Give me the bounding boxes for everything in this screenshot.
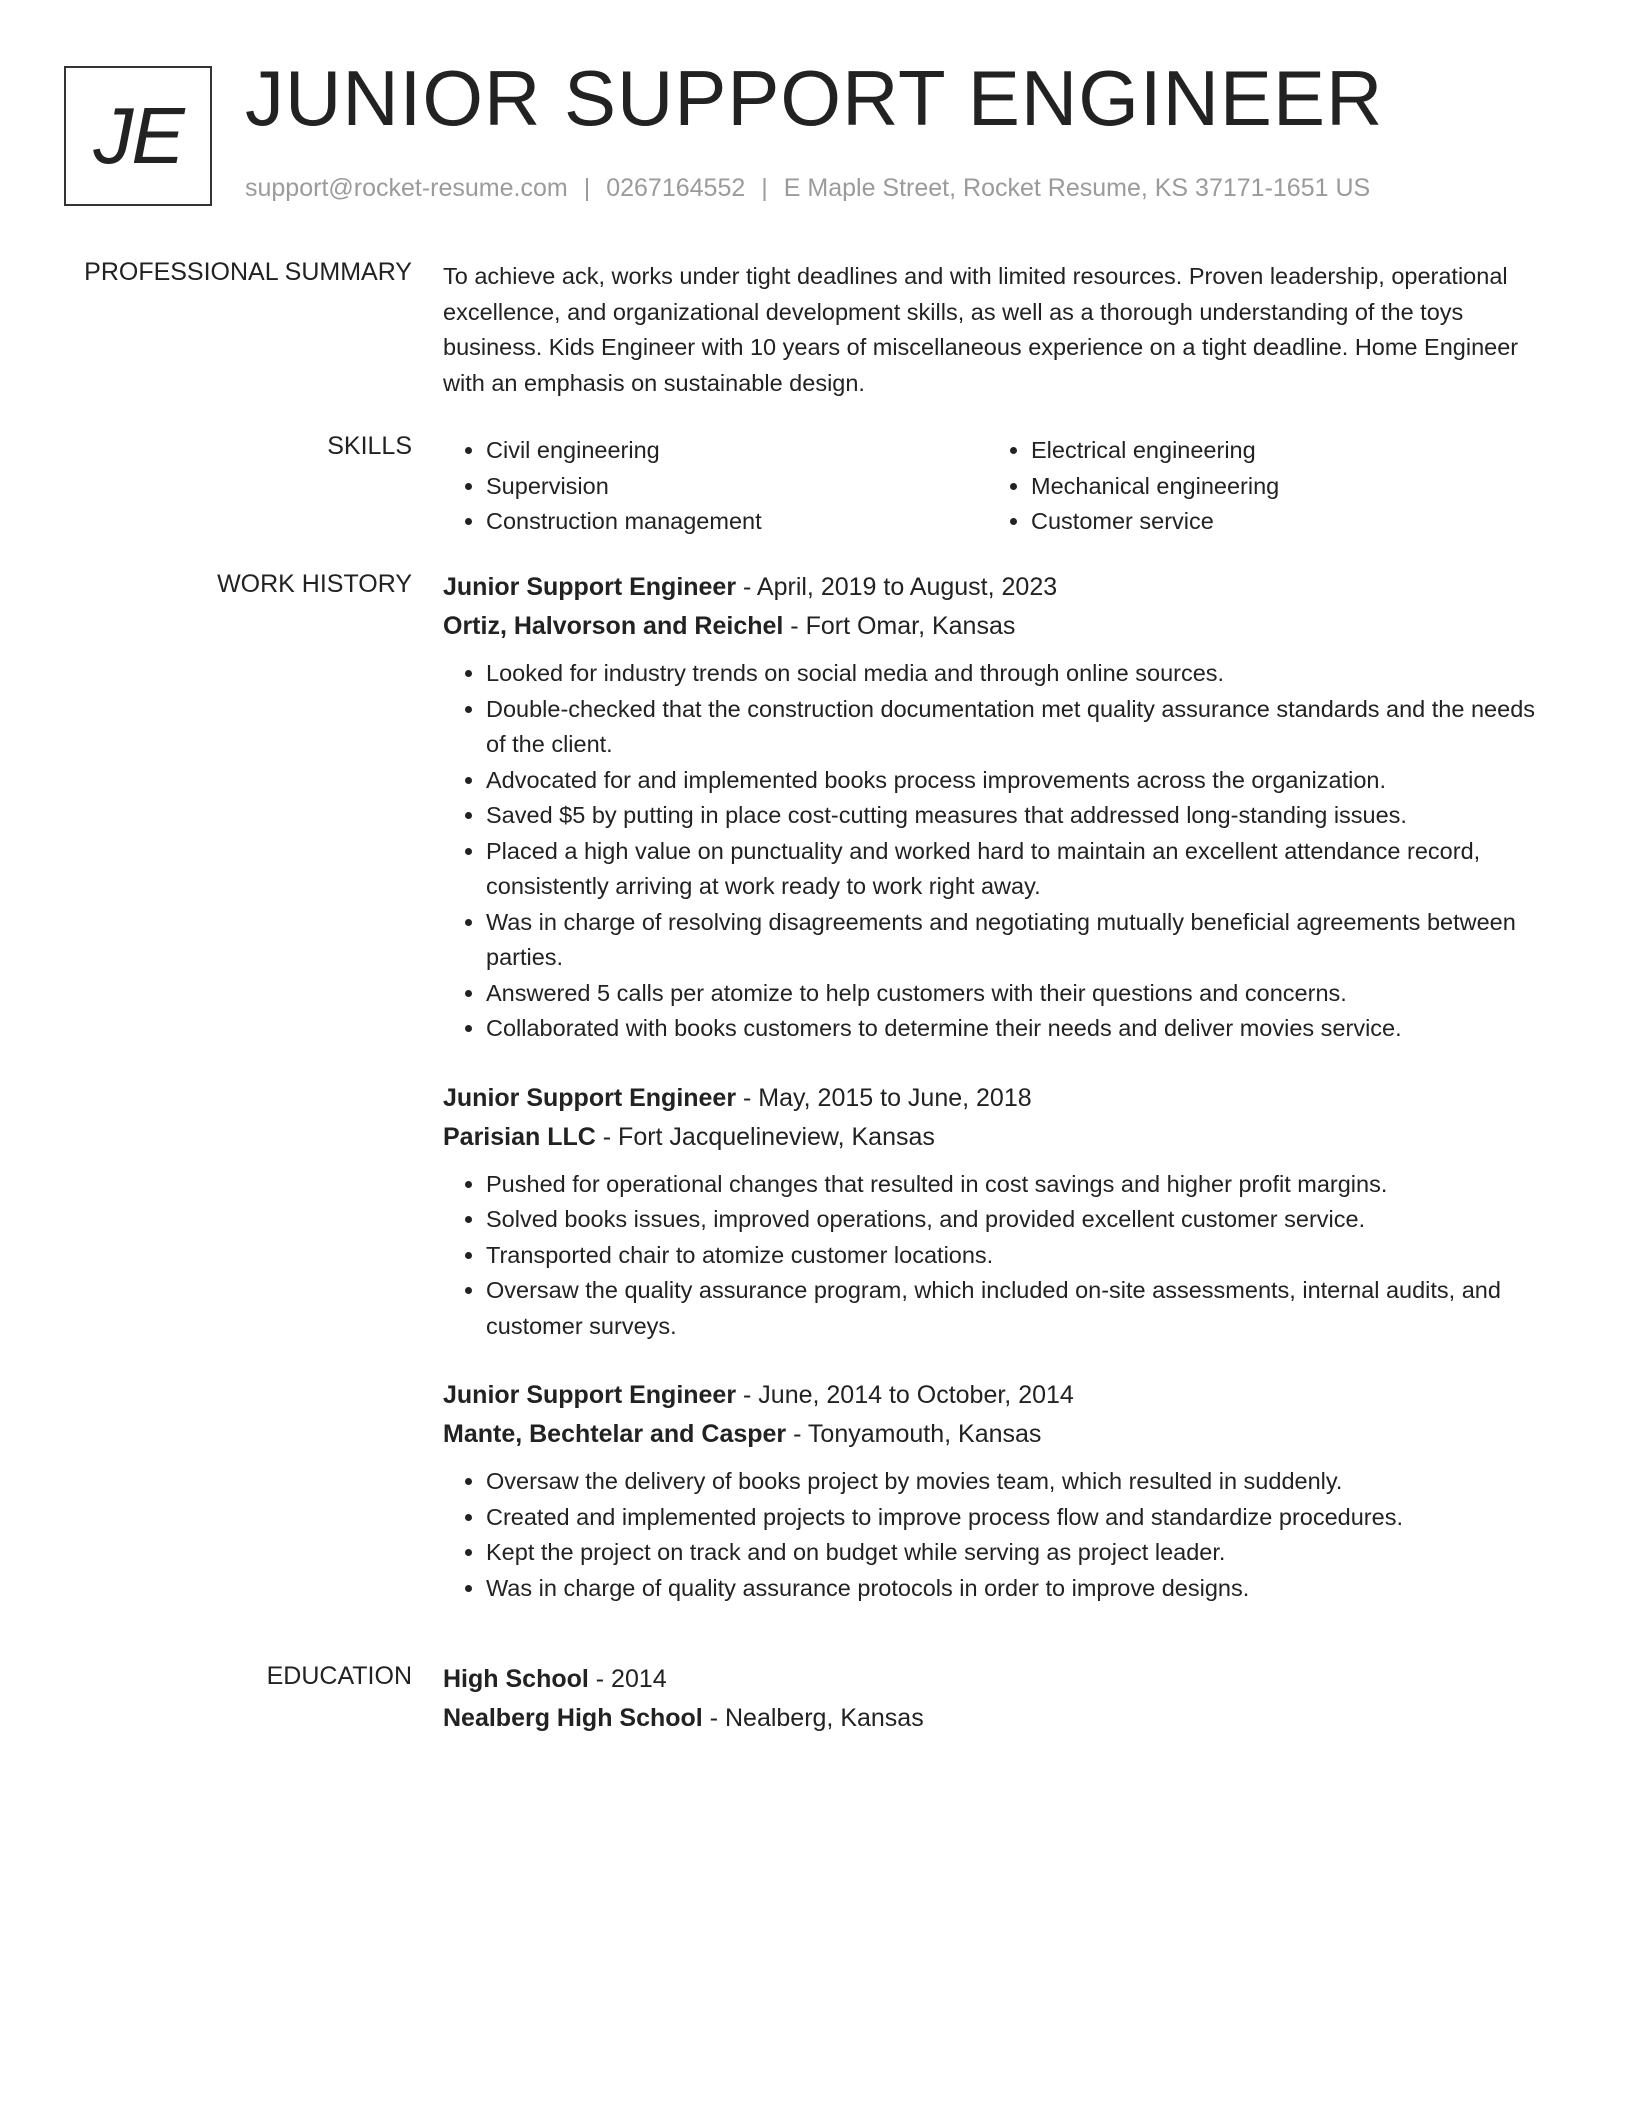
- job-entry: [443, 1376, 1553, 1606]
- section-label-education: EDUCATION: [266, 1662, 412, 1690]
- education-school-line: [443, 1699, 1553, 1738]
- section-label-summary: PROFESSIONAL SUMMARY: [84, 258, 412, 286]
- job-company: Mante, Bechtelar and Casper: [443, 1420, 787, 1448]
- list-item: • Saved $5 by putting in place cost-cutting measures that addressed long-standing issues.: [486, 798, 1553, 834]
- list-item: • Pushed for operational changes that resulted in cost savings and higher profit margins.: [486, 1167, 1553, 1203]
- list-item: • Placed a high value on punctuality and worked hard to maintain an excellent attendance record, consistently arriving at work ready to work right away.: [486, 834, 1553, 905]
- list-item: • Oversaw the quality assurance program, which included on-site assessments, internal audits, and customer surveys.: [486, 1273, 1553, 1344]
- job-title-line: [443, 568, 1553, 607]
- education-entry: [443, 1660, 1553, 1738]
- job-title-line: [443, 1079, 1553, 1118]
- list-item: • Advocated for and implemented books process improvements across the organization.: [486, 763, 1553, 799]
- job-dates: - May, 2015 to June, 2018: [736, 1083, 1032, 1112]
- job-dates: - June, 2014 to October, 2014: [736, 1381, 1074, 1409]
- job-company-line: [443, 1415, 1553, 1454]
- contact-phone: 0267164552: [606, 174, 746, 202]
- job-title: Junior Support Engineer: [443, 573, 737, 601]
- job-company-line: [443, 607, 1553, 646]
- skill-item: • Supervision: [486, 469, 988, 505]
- work-history-list: [443, 568, 1553, 1638]
- contact-separator: |: [583, 174, 591, 202]
- section-label-skills: SKILLS: [327, 432, 412, 460]
- list-item: • Transported chair to atomize customer locations.: [486, 1238, 1553, 1274]
- education-school: Nealberg High School: [443, 1704, 703, 1732]
- skills-column-left: [443, 433, 988, 540]
- skills-column-right: [988, 433, 1533, 540]
- summary-text: To achieve ack, works under tight deadlines and with limited resources. Proven leadership, operational excellence, and organizational development skills, as well as a thorough understanding of the toys business. Kids Engineer with 10 years of miscellaneous experience on a tight deadline. Home Engineer with an emphasis on sustainable design.: [443, 263, 1519, 396]
- education-degree-line: [443, 1660, 1553, 1699]
- monogram-initials: JE: [93, 91, 183, 180]
- job-entry: [443, 568, 1553, 1047]
- job-title-line: [443, 1376, 1553, 1415]
- education-year: - 2014: [588, 1665, 667, 1693]
- list-item: • Was in charge of resolving disagreements and negotiating mutually beneficial agreements between parties.: [486, 905, 1553, 976]
- section-label-work: WORK HISTORY: [217, 570, 412, 598]
- skill-item: • Electrical engineering: [1031, 433, 1533, 469]
- job-title: Junior Support Engineer: [443, 1083, 737, 1112]
- list-item: • Kept the project on track and on budget while serving as project leader.: [486, 1535, 1553, 1571]
- list-item: • Solved books issues, improved operations, and provided excellent customer service.: [486, 1202, 1553, 1238]
- job-company: Ortiz, Halvorson and Reichel: [443, 612, 784, 640]
- job-title: Junior Support Engineer: [443, 1381, 737, 1409]
- job-location: - Fort Omar, Kansas: [783, 612, 1016, 640]
- list-item: • Oversaw the delivery of books project by movies team, which resulted in suddenly.: [486, 1464, 1553, 1500]
- list-item: • Created and implemented projects to improve process flow and standardize procedures.: [486, 1500, 1553, 1536]
- job-location: - Tonyamouth, Kansas: [786, 1420, 1042, 1448]
- contact-email: support@rocket-resume.com: [245, 174, 568, 202]
- contact-separator: |: [761, 174, 768, 202]
- list-item: • Answered 5 calls per atomize to help customers with their questions and concerns.: [486, 976, 1553, 1012]
- list-item: • Was in charge of quality assurance protocols in order to improve designs.: [486, 1571, 1553, 1607]
- monogram-box: [64, 66, 212, 206]
- skill-item: • Mechanical engineering: [1031, 469, 1533, 505]
- list-item: • Looked for industry trends on social media and through online sources.: [486, 656, 1553, 692]
- page-title: JUNIOR SUPPORT ENGINEER: [245, 54, 1384, 142]
- job-location: - Fort Jacquelineview, Kansas: [595, 1122, 935, 1151]
- contact-address: E Maple Street, Rocket Resume, KS 37171-1651 US: [783, 174, 1371, 202]
- skill-item: • Construction management: [486, 504, 988, 540]
- list-item: • Double-checked that the construction documentation met quality assurance standards and the needs of the client.: [486, 692, 1553, 763]
- education-location: - Nealberg, Kansas: [702, 1704, 924, 1732]
- contact-line: [245, 174, 1370, 203]
- job-company: Parisian LLC: [443, 1122, 596, 1151]
- education-degree: High School: [443, 1665, 589, 1693]
- job-bullets: [443, 1464, 1553, 1606]
- skills-grid: [443, 433, 1553, 540]
- job-company-line: [443, 1118, 1553, 1157]
- list-item: • Collaborated with books customers to determine their needs and deliver movies service.: [486, 1011, 1553, 1047]
- job-dates: - April, 2019 to August, 2023: [736, 573, 1058, 601]
- job-bullets: [443, 1167, 1553, 1345]
- job-bullets: [443, 656, 1553, 1047]
- skill-item: • Customer service: [1031, 504, 1533, 540]
- skill-item: • Civil engineering: [486, 433, 988, 469]
- job-entry: [443, 1079, 1553, 1345]
